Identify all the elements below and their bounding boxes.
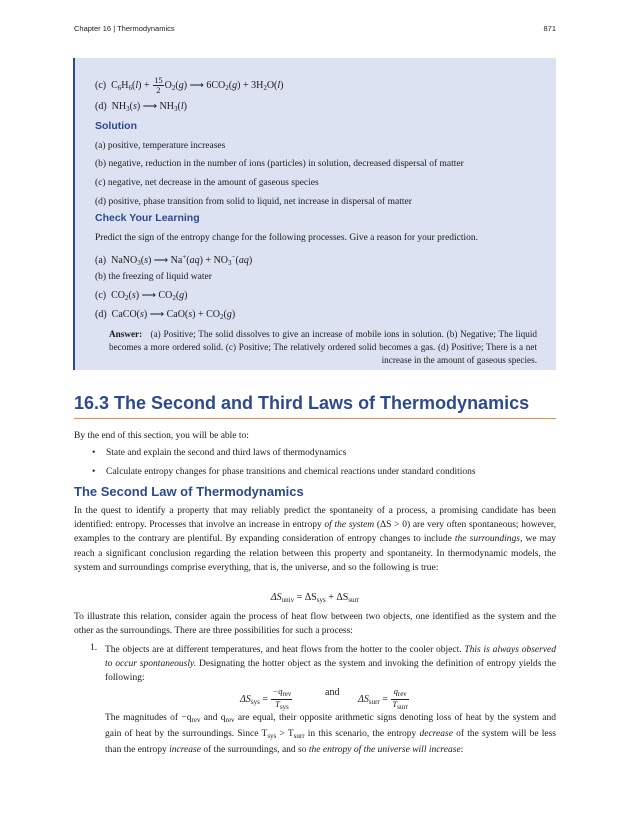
subheading-second-law: The Second Law of Thermodynamics [74,484,304,499]
list-number: 1. [90,643,98,653]
answer-text: (a) Positive; The solid dissolves to give an increase of mobile ions in solution. (b) Negative; The liquid becomes a more ordered solid. (c) Positive; The relatively ordered solid becomes a gas. (d) Positive; There is a net increase in the amount of gaseous species. [109,329,537,365]
paragraph-1: In the quest to identify a property that may reliably predict the spontaneity of a process, a promising candidate has been identified: entropy. Processes that involve an increase in entropy of the system (ΔS > 0) are very often spontaneous; however, examples to the contrary are plentiful. By expanding consideration of entropy changes to include the surroundings, we may reach a significant conclusion regarding the relation between this property and spontaneity. In thermodynamic models, the system and surroundings comprise everything, that is, the universe, and so the following is true: [74,506,556,573]
page-number: 871 [543,24,556,33]
cyl-equation-a: (a) NaNO$_3$(s) ⟶ $Na^+(aq) + NO_3^-(aq)$ [95,253,253,267]
equation-d: (d) $NH_3(s)$ ⟶ $NH_3(l)$ [95,101,187,113]
answer [109,328,537,367]
cyl-b: (b) the freezing of liquid water [95,272,212,282]
objective-item: • State and explain the second and third laws of thermodynamics [92,446,552,465]
list-item-1-continuation: The magnitudes of $-q_{rev}$ and $q_{rev}$ are equal, their opposite arithmetic signs denoting loss of heat by the system and gain of heat by the surroundings. Since $T_{sys} > T_{surr}$ in this scenario, the entropy decrease of the system will be less than the entropy increase of the surroundings, and so the entropy of the universe will increase: [105,713,557,756]
running-header-chapter: Chapter 16 | Thermodynamics [74,24,175,33]
objectives-list [92,446,552,484]
equation-c: (c) $C_6H_6(l)$ + $\frac{15}{2}$ $O_2(g)$ ⟶ $6CO_2(g) + 3H_2O(l)$ [95,75,284,95]
objective-item: • Calculate entropy changes for phase transitions and chemical reactions under standard conditions [92,465,552,484]
solution-c: (c) negative, net decrease in the amount of gaseous species [95,178,319,188]
objectives-intro: By the end of this section, you will be able to: [74,431,249,441]
fraction: $\frac{15}{2}$ [154,75,163,95]
list-item-1-text: The objects are at different temperatures, and heat flows from the hotter to the cooler object. This is always observed to occur spontaneously. Designating the hotter object as the system and invoking the definition of entropy yields the following: [105,645,557,684]
example-box [73,58,556,370]
solution-heading: Solution [95,120,137,132]
solution-b: (b) negative, reduction in the number of ions (particles) in solution, decreased dispersal of matter [95,159,464,169]
paragraph-2: To illustrate this relation, consider again the process of heat flow between two objects, one identified as the system and the other as the surroundings. There are three possibilities for such a process: [74,612,556,637]
section-title: 16.3 The Second and Third Laws of Thermodynamics [74,393,556,419]
answer-label: Answer: [109,329,143,339]
solution-d: (d) positive, phase transition from solid to liquid, net increase in dispersal of matter [95,197,412,207]
equation-delta-s-sys: $\Delta S_{sys}$ = $\frac{-q_{rev}}{T_{sys}}$ [240,686,292,711]
cyl-equation-c: (c) $CO_2(s)$ ⟶ $CO_2(g)$ [95,290,188,302]
equation-entropy-universe: $\Delta S_{univ} = \Delta S_{sys} + \Delta S_{surr}$ [270,592,360,604]
and-word: and [325,687,340,698]
check-your-learning-heading: Check Your Learning [95,212,200,224]
solution-a: (a) positive, temperature increases [95,141,226,151]
cyl-prompt: Predict the sign of the entropy change for the following processes. Give a reason for your prediction. [95,233,479,243]
cyl-equation-d: (d) CaCO(s) ⟶ $CaO(s) + CO_2(g)$ [95,309,236,321]
equation-delta-s-surr: $\Delta S_{surr}$ = $\frac{q_{rev}}{T_{surr}}$ [358,686,409,711]
